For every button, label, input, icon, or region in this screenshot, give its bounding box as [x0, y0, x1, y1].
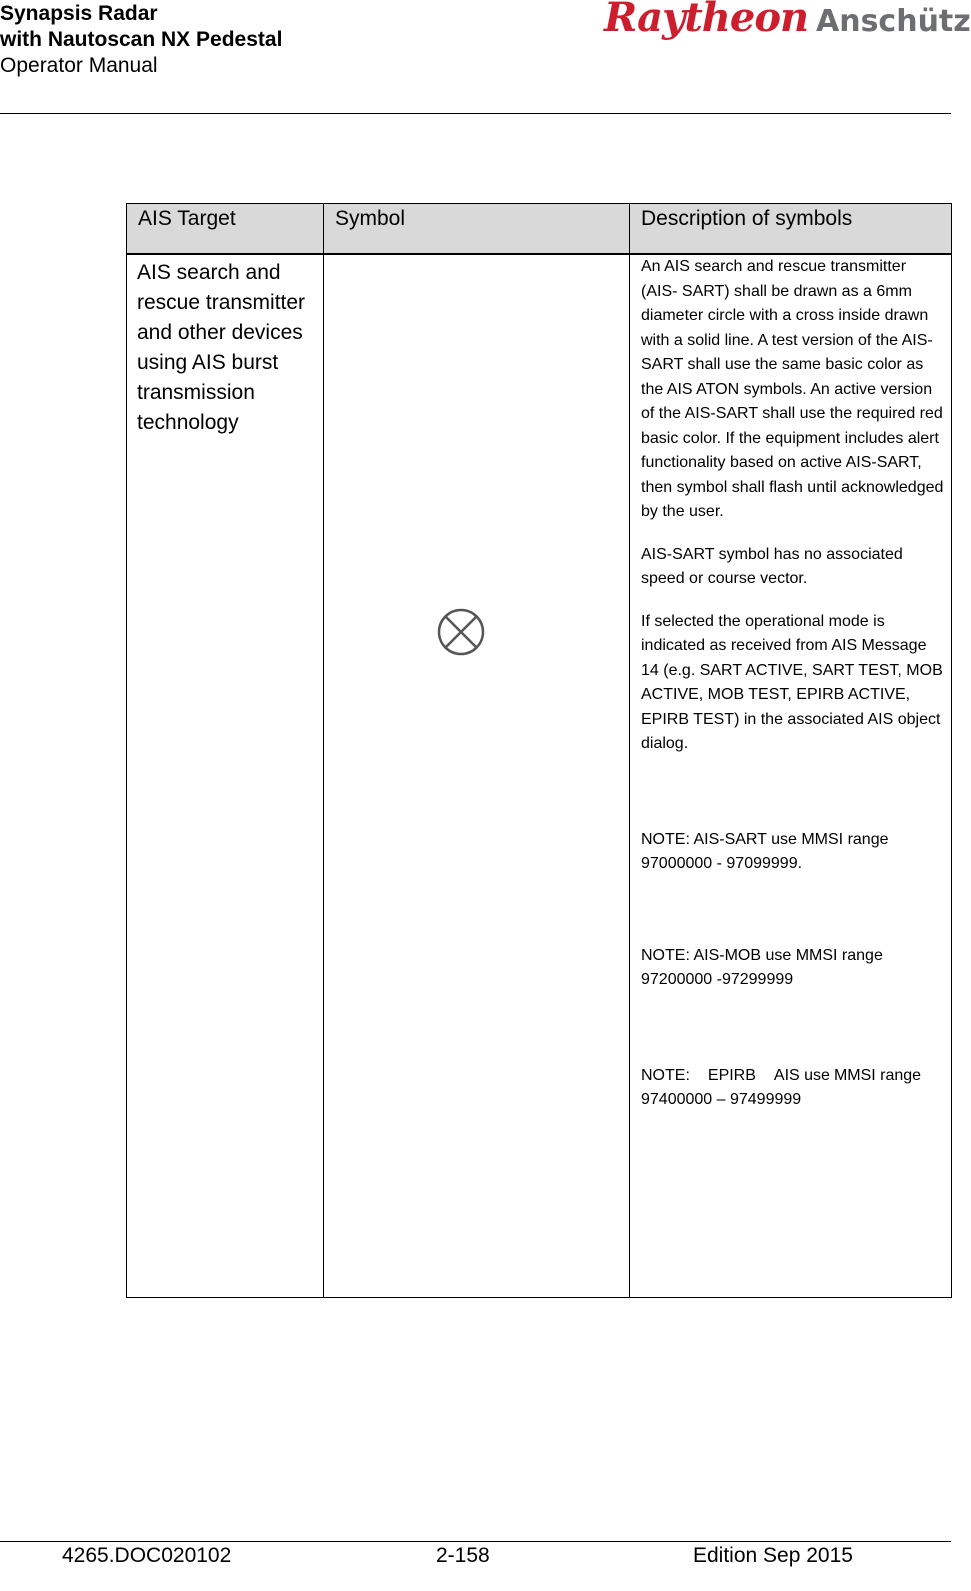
col-header-symbol: Symbol	[324, 204, 630, 255]
edition-date: Edition Sep 2015	[693, 1544, 853, 1567]
doc-number: 4265.DOC020102	[62, 1544, 232, 1567]
description-paragraph: AIS-SART symbol has no associated speed or course vector.	[641, 545, 903, 587]
page-number: 2-158	[436, 1544, 490, 1567]
raytheon-anschutz-logo	[604, 0, 971, 44]
note-epirb-mmsi: NOTE: EPIRB AIS use MMSI range 97400000 – 97499999	[641, 1066, 922, 1108]
manual-title: Synapsis Radar	[0, 2, 158, 25]
table-header-row	[127, 204, 952, 255]
col-header-description: Description of symbols	[630, 204, 952, 255]
note-mob-mmsi: NOTE: AIS-MOB use MMSI range 97200000 -97299999	[641, 946, 883, 988]
manual-subtitle-product: with Nautoscan NX Pedestal	[0, 28, 283, 51]
col-header-ais-target: AIS Target	[127, 204, 324, 255]
anschutz-logo-text: Anschütz	[816, 4, 971, 39]
ais-target-text: AIS search and rescue transmitter and other devices using AIS burst transmission technology	[137, 261, 306, 434]
description-paragraph: An AIS search and rescue transmitter (AIS- SART) shall be drawn as a 6mm diameter circle with a cross inside drawn with a solid line. A test version of the AIS-SART shall use the same basic color as the AIS ATON symbols. An active version of the AIS-SART shall use the required red basic color. If the equipment includes alert functionality based on active AIS-SART, then symbol shall flash until acknowledged by the user.	[641, 258, 944, 520]
table-row	[127, 254, 952, 1298]
description-paragraph: If selected the operational mode is indicated as received from AIS Message 14 (e.g. SART ACTIVE, SART TEST, MOB ACTIVE, MOB TEST, EPIRB ACTIVE, EPIRB TEST) in the associated AIS object dialog.	[641, 612, 943, 752]
ais-symbol-table	[126, 203, 952, 1298]
header-divider	[0, 113, 951, 114]
raytheon-logo-text: Raytheon	[604, 0, 809, 41]
manual-type: Operator Manual	[0, 54, 158, 77]
description-cell	[630, 254, 952, 1298]
symbol-cell	[324, 254, 630, 1298]
ais-target-cell	[127, 254, 324, 1298]
sart-cross-circle-icon	[436, 607, 486, 657]
footer-divider	[0, 1541, 951, 1542]
note-sart-mmsi: NOTE: AIS-SART use MMSI range 97000000 - 97099999.	[641, 830, 889, 872]
